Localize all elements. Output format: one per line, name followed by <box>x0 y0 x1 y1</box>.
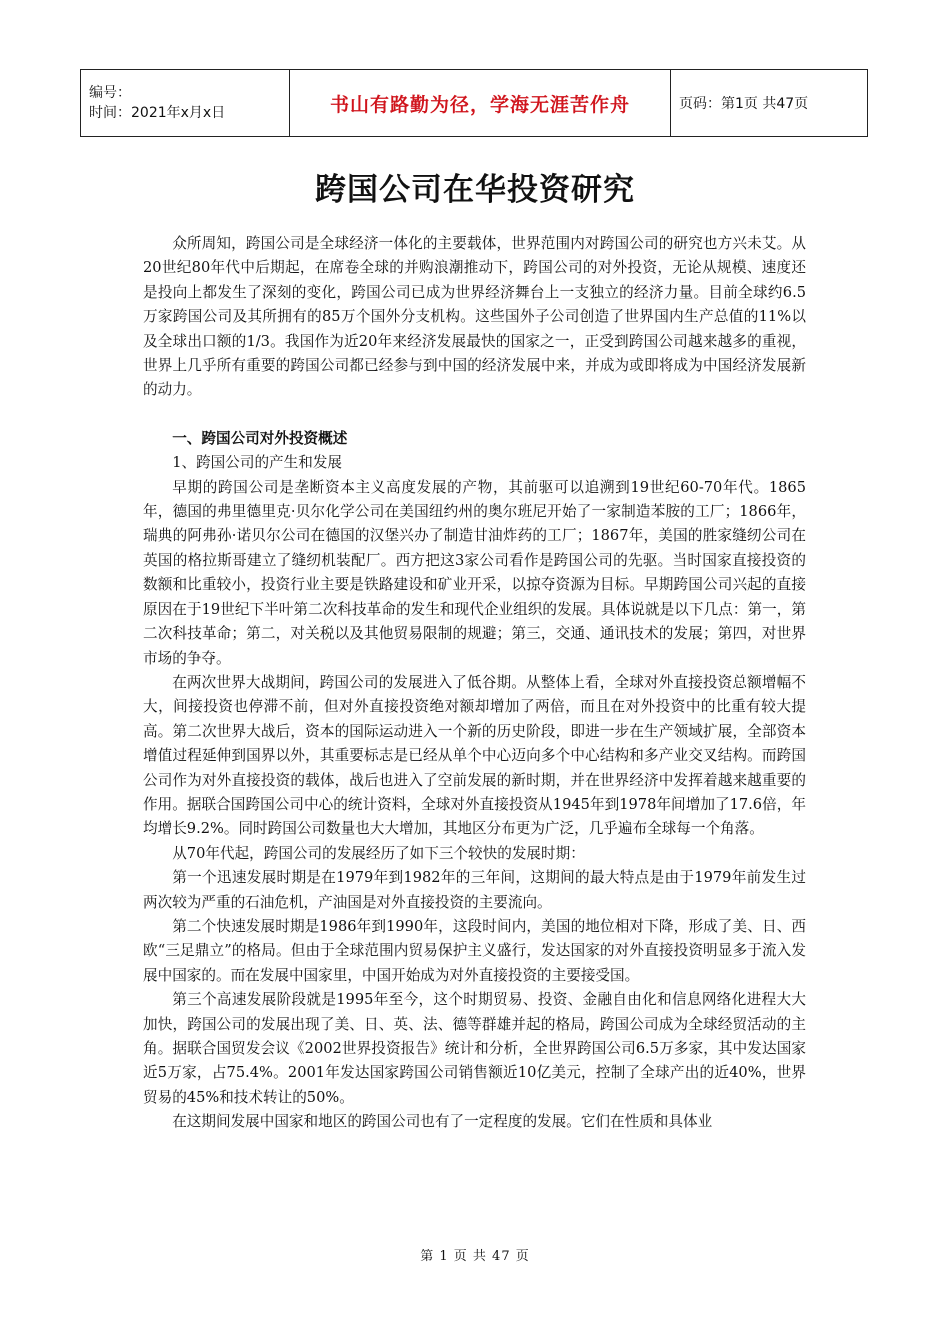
body-paragraph: 在两次世界大战期间，跨国公司的发展进入了低谷期。从整体上看，全球对外直接投资总额增幅不大，间接投资也停滞不前，但对外直接投资绝对额却增加了两倍，而且在对外投资中的比重有较大提高。第二次世界大战后，资本的国际运动进入一个新的历史阶段，即进一步在生产领域扩展，全部资本增值过程延伸到国界以外，其重要标志是已经从单个中心迈向多个中心结构和多产业交叉结构。而跨国公司作为对外直接投资的载体，战后也进入了空前发展的新时期，并在世界经济中发挥着越来越重要的作用。据联合国跨国公司中心的统计资料，全球对外直接投资从1945年到1978年间增加了17.6倍，年均增长9.2%。同时跨国公司数量也大大增加，其地区分布更为广泛，几乎遍布全球每一个角落。 <box>143 673 806 838</box>
body-paragraph: 在这期间发展中国家和地区的跨国公司也有了一定程度的发展。它们在性质和具体业 <box>172 1113 713 1131</box>
header-table <box>80 69 868 137</box>
header-motto: 书山有路勤为径，学海无涯苦作舟 <box>290 70 671 137</box>
body-paragraph: 从70年代起，跨国公司的发展经历了如下三个较快的发展时期： <box>172 844 585 862</box>
document-title: 跨国公司在华投资研究 <box>315 172 635 208</box>
document-number: 编号： <box>89 85 131 101</box>
document-time: 时间：2021年x月x日 <box>89 105 226 121</box>
header-page-info: 页码：第1页 共47页 <box>671 70 868 137</box>
body-paragraph: 第二个快速发展时期是1986年到1990年，这段时间内，美国的地位相对下降，形成了美、日、西欧“三足鼎立”的格局。但由于全球范围内贸易保护主义盛行，发达国家的对外直接投资明显多于流入发展中国家的。而在发展中国家里，中国开始成为对外直接投资的主要接受国。 <box>143 917 806 984</box>
document-body <box>143 232 806 1135</box>
body-paragraph: 第三个高速发展阶段就是1995年至今，这个时期贸易、投资、金融自由化和信息网络化进程大大加快，跨国公司的发展出现了美、日、英、法、德等群雄并起的格局，跨国公司成为全球经贸活动的主角。据联合国贸发会议《2002世界投资报告》统计和分析，全世界跨国公司6.5万多家，其中发达国家近5万家，占75.4%。2001年发达国家跨国公司销售额近10亿美元，控制了全球产出的近40%，世界贸易的45%和技术转让的50%。 <box>143 991 806 1106</box>
intro-paragraph: 众所周知，跨国公司是全球经济一体化的主要载体，世界范围内对跨国公司的研究也方兴未艾。从20世纪80年代中后期起，在席卷全球的并购浪潮推动下，跨国公司的对外投资，无论从规模、速度还是投向上都发生了深刻的变化，跨国公司已成为世界经济舞台上一支独立的经济力量。目前全球约6.5万家跨国公司及其所拥有的85万个国外分支机构。这些国外子公司创造了世界国内生产总值的11%以及全球出口额的1/3。我国作为近20年来经济发展最快的国家之一，正受到跨国公司越来越多的重视，世界上几乎所有重要的跨国公司都已经参与到中国的经济发展中来，并成为或即将成为中国经济发展新的动力。 <box>143 235 806 399</box>
section-heading: 一、跨国公司对外投资概述 <box>172 429 348 447</box>
page-footer: 第 1 页 共 47 页 <box>420 1249 530 1264</box>
body-paragraph: 早期的跨国公司是垄断资本主义高度发展的产物，其前驱可以追溯到19世纪60-70年代。1865年，德国的弗里德里克·贝尔化学公司在美国纽约州的奥尔班尼开始了一家制造苯胺的工厂；1866年，瑞典的阿弗孙·诺贝尔公司在德国的汉堡兴办了制造甘油炸药的工厂；1867年，美国的胜家缝纫公司在英国的格拉斯哥建立了缝纫机装配厂。西方把这3家公司看作是跨国公司的先驱。当时国家直接投资的数额和比重较小，投资行业主要是铁路建设和矿业开采，以掠夺资源为目标。早期跨国公司兴起的直接原因在于19世纪下半叶第二次科技革命的发生和现代企业组织的发展。具体说就是以下几点：第一，第二次科技革命；第二，对关税以及其他贸易限制的规避；第三，交通、通讯技术的发展；第四，对世界市场的争夺。 <box>143 478 806 667</box>
header-meta-cell <box>81 70 290 137</box>
subsection-heading: 1、跨国公司的产生和发展 <box>172 454 343 472</box>
body-paragraph: 第一个迅速发展时期是在1979年到1982年的三年间，这期间的最大特点是由于1979年前发生过两次较为严重的石油危机，产油国是对外直接投资的主要流向。 <box>143 869 806 911</box>
